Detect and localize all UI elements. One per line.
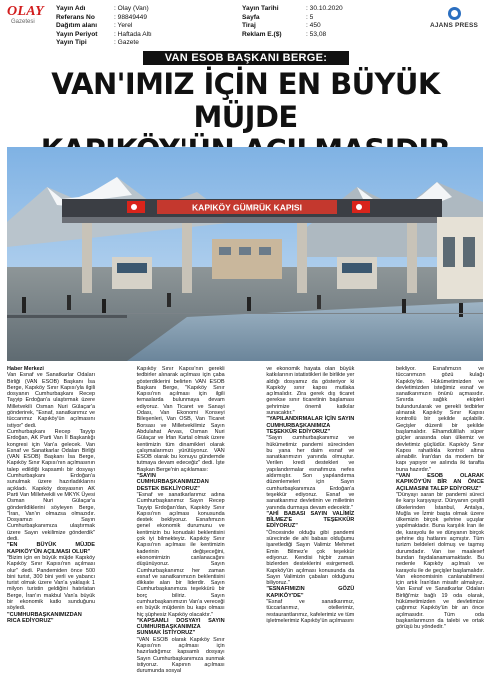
- meta-row: [56, 22, 152, 31]
- subheading: "CUMHURBAŞKANIMIZDAN RICA EDİYORUZ": [7, 611, 82, 624]
- building-arch: [443, 237, 455, 267]
- logo-tagline: Gazetesi: [11, 19, 35, 25]
- booth-window: [342, 263, 372, 273]
- subheading: "KAPSAMLI DOSYAYI SAYIN CUMHURBAŞKANIMIZA SUNMAK İSTİYORUZ": [136, 617, 225, 637]
- gate-column: [82, 223, 92, 293]
- meta-key: Yayın Adı: [56, 5, 86, 12]
- paragraph: Kapıköy Sınır Kapısı'nın gerekli tedbirler alınarak açılması için çaba gösterdiklerini belirten VAN ESOB Başkanı Berge, "Kapıköy Sınır Kapısı'nın açılması için ilgili temaslarda bulunmaya devam ediyoruz. Van Ticaret ve Sanayi Odası, Van Ekonomi Konseyi Bileşenleri, Van OSB, Van Ticaret Borsası ve Milletvekilimiz Sayın Abdulahat Arvas, Osman Nuri Gülaçar ve İrfan Kartal olmak üzere kentimizin tüm dinamikleri olarak çalışmalarımızı yürütüyoruz. VAN ESOB olarak bu konuyu gündemde tutmaya devam edeceğiz" dedi. İşte Başkan Berge'nin açıklaması:: [136, 366, 225, 473]
- canopy-fascia: [62, 217, 442, 223]
- distant-building: [212, 239, 282, 279]
- subheading: "AHİ BABASI SAYIN VALİMİZ BİLMEZ'E TEŞEKKÜR EDİYORUZ": [266, 510, 355, 530]
- logo-name: OLAY: [7, 4, 44, 19]
- building-arch: [463, 237, 475, 267]
- meta-value: : 53,08: [306, 30, 327, 38]
- article-kicker: VAN ESOB BAŞKANI BERGE:: [143, 51, 349, 65]
- clipping-header: [0, 0, 491, 49]
- paragraph: "Sayın cumhurbaşkanımız ve hükümetimiz pandemi sürecinden bu yana her daim esnaf ve sanatkarımızın yanında olmuştur. Verilen kredi destekleri ve yapılandırmalar esnafımıza nefes aldırmıştır. Son yapılandırma düzenlemeleri için Sayın cumhurbaşkanımıza Erdoğan'a teşekkür ediyoruz. Esnaf ve sanatkarımız devletinin ve milletinin yanında durmaya devam edecektir.": [266, 435, 355, 511]
- text-column-3: [266, 366, 354, 648]
- meta-key: Yayın Tarihi: [242, 5, 279, 12]
- meta-key: Referans No: [56, 13, 95, 21]
- person: [102, 299, 106, 314]
- road-line: [7, 313, 483, 314]
- meta-key: Sayfa: [242, 13, 260, 21]
- meta-row: [242, 14, 343, 23]
- meta-key: Yayın Tipi: [56, 39, 87, 47]
- meta-key: Tiraj: [242, 22, 256, 30]
- meta-value: : Gazete: [114, 39, 139, 47]
- meta-row: [56, 5, 152, 14]
- meta-row: [242, 31, 343, 40]
- meta-row: [56, 14, 152, 23]
- photo-illustration: [7, 147, 483, 361]
- headline-line-1: VAN'IMIZ İÇİN EN BÜYÜK MÜJDE: [51, 67, 440, 134]
- barrier: [7, 315, 127, 318]
- text-column-2: [136, 366, 225, 675]
- agency-name: AJANS PRESS: [429, 22, 479, 29]
- paragraph: "Esnaf ve sanatkarlarımız adına Cumhurbaşkanımız Sayın Recep Tayyip Erdoğan'dan, Kapıköy Sınır Kapısı'nın açılması konusunda destek bekliyoruz. Esnafımızın genel ekonomik durumunu ve kentimizin bu konudaki beklentisini çok iyi bilmekteyiz. Kapıköy Sınır Kapısı'nın açılması ile kentimizin kaderinin değişeceğini, ekonomimizin canlanacağını düşünüyoruz. Sayın Cumhurbaşkanımız her zaman esnaf ve sanatkarımızın beklentisini dikkate alan bir liderdir. Sayın Cumhurbaşkanımıza teşekkürü bir borç biliriz. Sayın cumhurbaşkanımızın Van'a vereceği en büyük müjdenin bu kapı olması hiç şüphesiz Kapıköy olacaktır.": [136, 491, 225, 618]
- paragraph: ve ekonomik hayata olan büyük katkılarının istatistikleri ile birlikte yer aldığı dosyamız da gösteriyor ki Kapıköy sınır kapısı mutlaka açılmalıdır. Zira gerek dış ticaret gerekse sınır ticaretinin başlaması şehrimize önemli katkılar sunacaktır.": [266, 366, 355, 417]
- gate-sign-text: KAPIKÖY GÜMRÜK KAPISI: [192, 202, 302, 213]
- meta-row: [56, 39, 152, 48]
- paragraph: "Dünyayı saran bir pandemi süreci ile karşı karşıyayız. Dünyanın çeşitli ülkelerinden İstanbul, Antalya, Muğla ve İzmir başta olmak üzere ülkemizin birçok şehrine uçuşlar yapılmaktadır. Buna karşılık İran ile de, karayolu ile ve dünyanın birçok şehrine dış hatlarını açmıştır. Tüm turizm beldeleri dolmuş ve taşmış durumdadır. Van ise maalesef bundan faydalanamamaktadır. Bu nedenle Kapıköy açılmalı ve karayolu ile de geçişler başlamalıdır. Van ekonomisinin canlanabilmesi için artık İran'dan misafir almalıyız. Van Esnaf ve Sanatkarlar Odaları Birliği'miz bağlı 19 oda olarak, hükümetimizden ve devletimize çağrımız Kapıköy'ün bir an önce açılmasıdır. Tüm oda başkanlarımızın da talebi ve ortak görüşü bu yöndedir.": [395, 491, 484, 631]
- booth-window: [117, 263, 147, 273]
- meta-key: Dağıtım alanı: [56, 22, 98, 30]
- gate-column: [182, 223, 192, 293]
- person: [402, 299, 406, 314]
- gate-column: [407, 223, 417, 293]
- meta-value: : Yerel: [114, 22, 133, 30]
- ajans-press-logo: [424, 7, 484, 33]
- meta-key: Yayın Periyot: [56, 30, 98, 38]
- meta-row: [56, 31, 152, 40]
- meta-row: [242, 22, 343, 31]
- olay-logo: [7, 5, 45, 25]
- person: [167, 293, 171, 307]
- subheading: "YAPILANDIRMALAR İÇİN SAYIN CUMHURBAŞKANIMIZA TEŞEKKÜR EDİYORUZ": [266, 416, 355, 435]
- paragraph: Cumhurbaşkanı Recep Tayyip Erdoğan, AK Parti Van İl Başkanlığı kongresi için Van'a gelecek. Van Esnaf ve Sanatkarlar Odaları Birliği (VAN ESOB) Başkanı İsa Berge, Kapıköy Sınır Kapısı'nın açılmasının talep edildiği kapsamlı bir dosyayı Cumhurbaşkanı Erdoğan'a sunulmak üzere hazırladıklarını açıkladı. Kapıköy dosyasının AK Parti Van Milletvekili ve MKYK Üyesi Osman Nuri Gülaçar'a gönderildiklerini söyleyen Berge, "İran, Van'ın olmazsa olmazıdır. Dosyamızı Sayın Cumhurbaşkanımıza ulaştırmak üzere Sayın vekilimize gönderdik" dedi.: [7, 428, 95, 543]
- meta-value: : 98849449: [114, 13, 148, 21]
- subheading: "VAN ESOB OLARAK KAPIKÖY'ÜN BİR AN ÖNCE AÇILMASINI TALEP EDİYORUZ": [395, 473, 484, 492]
- person: [317, 295, 321, 309]
- subheading: "EN BÜYÜK MÜJDE KAPIKÖY'ÜN AÇILMASI OLUR": [7, 542, 95, 555]
- flag-crescent: [356, 204, 362, 210]
- building-window: [259, 247, 271, 255]
- person: [22, 297, 26, 313]
- person: [247, 297, 251, 311]
- subheading: "SAYIN CUMHURBAŞKANIMIZDAN DESTEK BEKLİYORUZ": [136, 473, 209, 492]
- text-column-4: [396, 366, 484, 648]
- publication-meta-left: [56, 5, 152, 48]
- article-author: Haber Merkezi: [7, 366, 44, 372]
- flag-crescent: [131, 204, 137, 210]
- paragraph: "VAN ESOB olarak Kapıköy Sınır Kapısı'nın açılması için hazırladığımız kapsamlı dosyayı Sayın Cumhurbaşkanımıza sunmak istiyoruz. Kapının açılması durumunda sosyal: [136, 636, 225, 675]
- meta-value: : Haftada Altı: [114, 30, 152, 38]
- ajans-press-logo-icon: [448, 7, 461, 20]
- publication-meta-right: [242, 5, 343, 39]
- gate-column: [297, 223, 307, 293]
- paragraph: bekliyor. Esnafımızın ve tüccarımızın gözü kulağı Kapıköy'de. Hükümetimizden ve devletimizden isteğimiz esnaf ve sanatkarımızın önünü açmasıdır. Sınırda sağlık ekipleri bulundurularak ve gerekli tedbirler alınarak Kapıköy Sınır Kapısı kontrollü bir şekilde açılabilir. Geçişler düzenli bir şekilde başlamalıdır. Elhamdülillah süper güçler arasında olan ülkemiz ve devletimiz güçlüdür. Kapıköy Sınır Kapısı rahatlıkla kontrol altına alınabilir. İran'dan da modern bir kapı yapıyor ve aslında iki tarafta buna hazırdır.": [395, 366, 484, 473]
- paragraph: "Esnaf ve sanatkarımız, tüccarlarımız, otellerimiz, restaurantlarımız, kafelerimiz ve tüm işletmelerimiz Kapıköy'ün açılmasını: [266, 598, 355, 624]
- meta-value: : Olay (Van): [114, 5, 149, 12]
- paragraph: Van Esnaf ve Sanatkarlar Odaları Birliği (VAN ESOB) Başkanı İsa Berge, Kapıköy Sınır Kapısı'yla ilgili dosyanın Cumhurbaşkanı Recep Tayyip Erdoğan'a ulaştırmak üzere Milletvekili Osman Nuri Gülaçar'a gönderirek, "Esnaf, sanatkarımız ve tüccarımız Kapıköy'ün açılmasını istiyor" dedi.: [7, 372, 95, 429]
- meta-value: : 5: [306, 13, 314, 21]
- building-window: [219, 247, 231, 255]
- meta-value: : 450: [306, 22, 321, 30]
- text-column-1: [7, 366, 95, 648]
- meta-key: Reklam E.($): [242, 30, 282, 38]
- person: [67, 295, 71, 310]
- paragraph: "Öncesinde olduğu gibi pandemi sürecinde de ahi babası olduğumu işaretlediği Sayın Valimiz Mehmet Emin Bilmez'e çok teşekkür ediyoruz. Kendisi hiçbir zaman bizlerden desteklerini esirgemedi. Kapıköy'ün açılması konusunda da Sayın Valimizin çabaları olduğunu biliyoruz.": [266, 529, 355, 587]
- subheading: "ESNAFIMIZIN GÖZÜ KAPIKÖY'DE": [266, 586, 355, 599]
- meta-row: [242, 5, 343, 14]
- kapikoy-border-gate-photo: [7, 147, 483, 361]
- meta-value: : 30.10.2020: [306, 5, 343, 12]
- person: [459, 303, 463, 317]
- article-body: [7, 366, 484, 675]
- paragraph: "Bizim için en büyük müjde Kapıköy Kapıköy Sınır Kapısı'nın açılması olur" dedi. Pandemiden önce 500 bini turist, 300 bini yerli ve yabancı turist olmak üzere Van'a yaklaşık 1 milyon turistin geldiğini hatırlatan Berge, İran'ın makbul Van'a büyük bir ekonomik katkı sunduğunu söyledi.: [7, 554, 95, 612]
- building-window: [239, 247, 251, 255]
